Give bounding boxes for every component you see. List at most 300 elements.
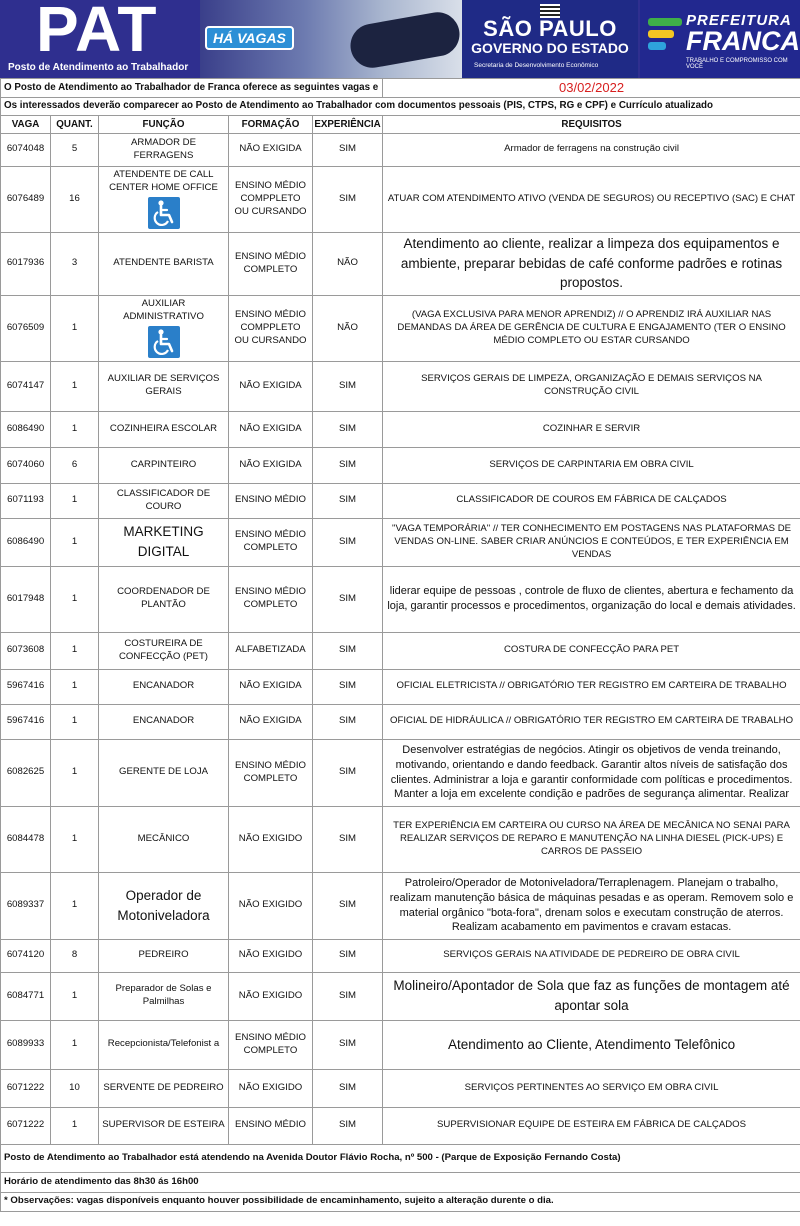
cell-formacao <box>229 806 313 872</box>
franca-slogan: TRABALHO E COMPROMISSO COM VOCÊ <box>686 58 788 70</box>
cell-experiencia <box>313 566 383 632</box>
cell-funcao <box>99 669 229 704</box>
cell-experiencia <box>313 972 383 1020</box>
formacao-text: NÃO EXIGIDA <box>239 458 302 470</box>
cell-quant <box>51 361 99 411</box>
experiencia-text: SIM <box>338 379 357 391</box>
formacao-text: NÃO EXIGIDA <box>239 143 302 155</box>
cell-vaga <box>1 872 51 939</box>
col-header-formacao: FORMAÇÃO <box>229 115 313 133</box>
funcao-text: Preparador de Solas e Palmilhas <box>115 983 212 1008</box>
table-row <box>1 483 800 518</box>
table-row <box>1 669 800 704</box>
experiencia-text: SIM <box>338 143 357 155</box>
job-rows <box>1 133 800 1144</box>
quant-text: 16 <box>69 192 80 204</box>
instructions-text: Os interessados deverão comparecer ao Posto de Atendimento ao Trabalhador com documentos pessoais (PIS, CTPS, RG e CPF) e Currículo atualizado <box>1 97 800 115</box>
quant-text: 1 <box>71 379 78 391</box>
experiencia-text: SIM <box>338 494 357 506</box>
cell-requisitos <box>383 166 800 232</box>
requisitos-text: "VAGA TEMPORÁRIA" // TER CONHECIMENTO EM POSTAGENS NAS PLATAFORMAS DE VENDAS ON-LINE. SABER CRIAR ANÚNCIOS E CONTEÚDOS, E TER EXPERIÊNCIA EM VENDAS <box>392 522 792 560</box>
table-row <box>1 1107 800 1144</box>
requisitos-text: SERVIÇOS PERTINENTES AO SERVIÇO EM OBRA CIVIL <box>464 1081 719 1093</box>
footer-hours: Horário de atendimento das 8h30 ás 16h00 <box>1 1172 800 1192</box>
cell-experiencia <box>313 872 383 939</box>
table-row <box>1 447 800 483</box>
funcao-text: CARPINTEIRO <box>130 458 197 470</box>
cell-funcao <box>99 295 229 361</box>
cell-requisitos <box>383 1020 800 1069</box>
formacao-text: NÃO EXIGIDO <box>238 949 303 961</box>
cell-quant <box>51 704 99 739</box>
footer-note: * Observações: vagas disponíveis enquanto houver possibilidade de encaminhamento, sujeito a alteração durente o dia. <box>1 1192 800 1211</box>
quant-text: 1 <box>71 535 78 547</box>
formacao-text: ALFABETIZADA <box>235 644 306 656</box>
quant-text: 1 <box>71 494 78 506</box>
cell-experiencia <box>313 447 383 483</box>
cell-formacao <box>229 939 313 972</box>
cell-formacao <box>229 447 313 483</box>
funcao-text: AUXILIAR DE SERVIÇOS GERAIS <box>107 373 220 398</box>
cell-experiencia <box>313 483 383 518</box>
cell-requisitos <box>383 1107 800 1144</box>
cell-experiencia <box>313 669 383 704</box>
experiencia-text: SIM <box>338 1081 357 1093</box>
cell-formacao <box>229 411 313 447</box>
cell-experiencia <box>313 1107 383 1144</box>
requisitos-text: SERVIÇOS GERAIS DE LIMPEZA, ORGANIZAÇÃO E DEMAIS SERVIÇOS NA CONSTRUÇÃO CIVIL <box>421 373 762 398</box>
experiencia-text: NÃO <box>337 257 358 269</box>
experiencia-text: SIM <box>338 1119 357 1131</box>
formacao-text: ENSINO MÉDIO COMPLETO <box>235 250 306 275</box>
funcao-text: GERENTE DE LOJA <box>118 766 209 778</box>
franca-logo <box>640 0 800 78</box>
cell-funcao <box>99 232 229 295</box>
formacao-text: ENSINO MÉDIO COMPLETO <box>235 1031 306 1056</box>
vaga-text: 6084478 <box>6 832 45 844</box>
vaga-text: 6017948 <box>6 592 45 604</box>
cell-vaga <box>1 295 51 361</box>
cell-experiencia <box>313 1020 383 1069</box>
quant-text: 1 <box>71 766 78 778</box>
cell-quant <box>51 739 99 806</box>
formacao-text: ENSINO MÉDIO COMPLETO <box>235 586 306 611</box>
experiencia-text: SIM <box>338 680 357 692</box>
cell-funcao <box>99 972 229 1020</box>
cell-funcao <box>99 939 229 972</box>
cell-vaga <box>1 166 51 232</box>
cell-experiencia <box>313 232 383 295</box>
funcao-text: AUXILIAR ADMINISTRATIVO <box>123 297 204 322</box>
requisitos-text: OFICIAL DE HIDRÁULICA // OBRIGATÓRIO TER REGISTRO EM CARTEIRA DE TRABALHO <box>390 715 794 727</box>
cell-funcao <box>99 1107 229 1144</box>
requisitos-text: ATUAR COM ATENDIMENTO ATIVO (VENDA DE SEGUROS) OU RECEPTIVO (SAC) E CHAT <box>387 192 796 204</box>
funcao-text: COSTUREIRA DE CONFECÇÃO (PET) <box>118 637 208 662</box>
cell-funcao <box>99 1020 229 1069</box>
cell-vaga <box>1 232 51 295</box>
cell-vaga <box>1 133 51 166</box>
cell-vaga <box>1 806 51 872</box>
cell-quant <box>51 939 99 972</box>
table-row <box>1 972 800 1020</box>
vaga-text: 6017936 <box>6 257 45 269</box>
cell-experiencia <box>313 632 383 669</box>
col-header-requisitos: REQUISITOS <box>383 115 800 133</box>
cell-requisitos <box>383 566 800 632</box>
quant-text: 1 <box>71 899 78 911</box>
col-header-quant: QUANT. <box>51 115 99 133</box>
vaga-text: 6089337 <box>6 899 45 911</box>
experiencia-text: SIM <box>338 422 357 434</box>
cell-requisitos <box>383 1069 800 1107</box>
experiencia-text: NÃO <box>337 321 358 333</box>
cell-funcao <box>99 872 229 939</box>
cell-formacao <box>229 133 313 166</box>
vaga-text: 6084771 <box>6 989 45 1001</box>
vaga-text: 5967416 <box>6 680 45 692</box>
cell-quant <box>51 632 99 669</box>
cell-requisitos <box>383 518 800 566</box>
cell-vaga <box>1 411 51 447</box>
formacao-text: NÃO EXIGIDO <box>238 989 303 1001</box>
cell-quant <box>51 566 99 632</box>
table-row <box>1 361 800 411</box>
cell-experiencia <box>313 1069 383 1107</box>
cell-funcao <box>99 632 229 669</box>
cell-vaga <box>1 566 51 632</box>
table-row <box>1 133 800 166</box>
table-row <box>1 939 800 972</box>
table-row <box>1 1069 800 1107</box>
table-row <box>1 704 800 739</box>
cell-quant <box>51 1069 99 1107</box>
table-row <box>1 518 800 566</box>
cell-quant <box>51 483 99 518</box>
franca-emblem-icon <box>646 16 684 56</box>
cell-quant <box>51 295 99 361</box>
funcao-text: MARKETING DIGITAL <box>123 524 204 560</box>
cell-experiencia <box>313 411 383 447</box>
cell-funcao <box>99 133 229 166</box>
cell-vaga <box>1 1069 51 1107</box>
vaga-text: 6074048 <box>6 143 45 155</box>
cell-formacao <box>229 166 313 232</box>
cell-requisitos <box>383 972 800 1020</box>
cell-funcao <box>99 566 229 632</box>
cell-formacao <box>229 232 313 295</box>
funcao-text: CLASSIFICADOR DE COURO <box>116 487 211 512</box>
cell-requisitos <box>383 704 800 739</box>
col-header-experiencia: EXPERIÊNCIA <box>313 115 383 133</box>
formacao-text: ENSINO MÉDIO COMPLETO <box>235 529 306 554</box>
quant-text: 1 <box>71 1119 78 1131</box>
formacao-text: NÃO EXIGIDA <box>239 422 302 434</box>
requisitos-text: SUPERVISIONAR EQUIPE DE ESTEIRA EM FÁBRICA DE CALÇADOS <box>437 1119 747 1131</box>
experiencia-text: SIM <box>338 715 357 727</box>
experiencia-text: SIM <box>338 192 357 204</box>
cell-experiencia <box>313 518 383 566</box>
requisitos-text: Atendimento ao Cliente, Atendimento Telefônico <box>447 1036 736 1052</box>
formacao-text: ENSINO MÉDIO COMPPLETO OU CURSANDO <box>234 308 307 346</box>
vaga-text: 5967416 <box>6 715 45 727</box>
cell-experiencia <box>313 704 383 739</box>
cell-funcao <box>99 1069 229 1107</box>
quant-text: 5 <box>71 143 78 155</box>
cell-funcao <box>99 739 229 806</box>
pat-subtitle: Posto de Atendimento ao Trabalhador <box>8 62 189 73</box>
cell-experiencia <box>313 295 383 361</box>
cell-experiencia <box>313 739 383 806</box>
vaga-text: 6086490 <box>6 422 45 434</box>
funcao-text: MECÂNICO <box>137 832 190 844</box>
cell-requisitos <box>383 361 800 411</box>
cell-vaga <box>1 739 51 806</box>
experiencia-text: SIM <box>338 832 357 844</box>
quant-text: 1 <box>71 321 78 333</box>
date-label: 03/02/2022 <box>383 79 800 98</box>
cell-vaga <box>1 939 51 972</box>
formacao-text: NÃO EXIGIDA <box>239 379 302 391</box>
formacao-text: ENSINO MÉDIO COMPLETO <box>235 759 306 784</box>
col-header-vaga: VAGA <box>1 115 51 133</box>
table-header-row <box>1 115 800 133</box>
cell-requisitos <box>383 739 800 806</box>
vaga-text: 6086490 <box>6 535 45 547</box>
cell-experiencia <box>313 939 383 972</box>
funcao-text: ATENDENTE BARISTA <box>113 257 214 269</box>
cell-vaga <box>1 1107 51 1144</box>
cell-requisitos <box>383 669 800 704</box>
requisitos-text: (VAGA EXCLUSIVA PARA MENOR APRENDIZ) // O APRENDIZ IRÁ AUXILIAR NAS DEMANDAS DA ÁREA DE GERÊNCIA DE CULTURA E ENGAJAMENTO (TER O ENSINO MÉDIO COMPLETO OU ESTAR CURSANDO <box>397 308 786 346</box>
cell-formacao <box>229 739 313 806</box>
sp-subtitle: GOVERNO DO ESTADO <box>471 40 629 56</box>
cell-funcao <box>99 361 229 411</box>
wheelchair-accessibility-icon <box>148 197 180 229</box>
experiencia-text: SIM <box>338 644 357 656</box>
cell-requisitos <box>383 483 800 518</box>
formacao-text: NÃO EXIGIDA <box>239 715 302 727</box>
cell-funcao <box>99 166 229 232</box>
cell-experiencia <box>313 166 383 232</box>
cell-requisitos <box>383 133 800 166</box>
formacao-text: ENSINO MÉDIO <box>235 494 306 506</box>
cell-formacao <box>229 972 313 1020</box>
cell-funcao <box>99 704 229 739</box>
cell-formacao <box>229 483 313 518</box>
requisitos-text: OFICIAL ELETRICISTA // OBRIGATÓRIO TER REGISTRO EM CARTEIRA DE TRABALHO <box>396 680 787 692</box>
experiencia-text: SIM <box>338 535 357 547</box>
cell-formacao <box>229 632 313 669</box>
formacao-text: NÃO EXIGIDA <box>239 680 302 692</box>
cell-vaga <box>1 972 51 1020</box>
vaga-text: 6074147 <box>6 379 45 391</box>
funcao-text: COZINHEIRA ESCOLAR <box>109 422 218 434</box>
cell-formacao <box>229 1020 313 1069</box>
cell-vaga <box>1 669 51 704</box>
quant-text: 3 <box>71 257 78 269</box>
cell-formacao <box>229 566 313 632</box>
table-row <box>1 806 800 872</box>
cell-formacao <box>229 361 313 411</box>
vaga-text: 6073608 <box>6 644 45 656</box>
footer-note-row <box>1 1192 800 1211</box>
wheelchair-accessibility-icon <box>148 326 180 358</box>
franca-name: FRANCA <box>686 26 800 56</box>
vaga-text: 6074120 <box>6 949 45 961</box>
funcao-text: Operador de Motoniveladora <box>117 887 210 923</box>
quant-text: 1 <box>71 422 78 434</box>
requisitos-text: Desenvolver estratégias de negócios. Atingir os objetivos de venda treinando, motivando, orientando e dando feedback. Garantir altos níveis de satisfação dos clientes. Administrar a loja e garantir conformidade com políticas e procedimentos. Manter a loja em excelente condição e padrões de segurança alimentar. Realizar <box>390 743 793 801</box>
cell-funcao <box>99 411 229 447</box>
table-row <box>1 872 800 939</box>
cell-formacao <box>229 1107 313 1144</box>
requisitos-text: SERVIÇOS GERAIS NA ATIVIDADE DE PEDREIRO DE OBRA CIVIL <box>443 949 740 961</box>
funcao-text: PEDREIRO <box>138 949 189 961</box>
table-row <box>1 632 800 669</box>
funcao-text: ARMADOR DE FERRAGENS <box>130 136 197 161</box>
cell-funcao <box>99 806 229 872</box>
cell-vaga <box>1 447 51 483</box>
instructions-row <box>1 97 800 115</box>
vaga-text: 6071222 <box>6 1119 45 1131</box>
table-row <box>1 232 800 295</box>
cell-formacao <box>229 872 313 939</box>
cell-requisitos <box>383 447 800 483</box>
sp-title: SÃO PAULO <box>483 16 617 41</box>
experiencia-text: SIM <box>338 949 357 961</box>
table-row <box>1 1020 800 1069</box>
franca-prefeitura: PREFEITURA <box>686 12 792 29</box>
cell-requisitos <box>383 411 800 447</box>
requisitos-text: Patroleiro/Operador de Motoniveladora/Terraplenagem. Planejam o trabalho, realizam manutenção básica de máquinas pesadas e as operam. Removem solo e material orgânico "bota-fora", drenam solos e executam construção de aterros. Realizam acabamento em pavimentos e cravam estacas. <box>389 876 794 934</box>
funcao-text: ENCANADOR <box>132 680 195 692</box>
experiencia-text: SIM <box>338 1038 357 1050</box>
experiencia-text: SIM <box>338 592 357 604</box>
jobs-table <box>0 78 800 1212</box>
requisitos-text: SERVIÇOS DE CARPINTARIA EM OBRA CIVIL <box>489 458 694 470</box>
quant-text: 1 <box>71 1038 78 1050</box>
cell-requisitos <box>383 939 800 972</box>
requisitos-text: liderar equipe de pessoas , controle de fluxo de clientes, abertura e fechamento da loja, garantir processos e procedimentos, organização do local e demais atividades. <box>387 585 796 613</box>
quant-text: 1 <box>71 592 78 604</box>
cell-formacao <box>229 1069 313 1107</box>
cell-quant <box>51 1020 99 1069</box>
cell-funcao <box>99 447 229 483</box>
cell-quant <box>51 518 99 566</box>
requisitos-text: COZINHAR E SERVIR <box>542 422 641 434</box>
cell-quant <box>51 166 99 232</box>
cell-experiencia <box>313 133 383 166</box>
quant-text: 1 <box>71 989 78 1001</box>
formacao-text: ENSINO MÉDIO <box>235 1119 306 1131</box>
cell-quant <box>51 806 99 872</box>
funcao-text: SUPERVISOR DE ESTEIRA <box>102 1119 225 1131</box>
table-row <box>1 566 800 632</box>
formacao-text: ENSINO MÉDIO COMPPLETO OU CURSANDO <box>234 179 307 217</box>
pat-logo: PAT <box>36 0 158 65</box>
formacao-text: NÃO EXIGIDO <box>238 832 303 844</box>
cell-requisitos <box>383 872 800 939</box>
cell-quant <box>51 1107 99 1144</box>
ha-vagas-badge: HÁ VAGAS <box>205 26 294 50</box>
sao-paulo-logo <box>462 0 638 78</box>
cell-vaga <box>1 1020 51 1069</box>
requisitos-text: TER EXPERIÊNCIA EM CARTEIRA OU CURSO NA ÁREA DE MECÂNICA NO SENAI PARA REALIZAR SERVIÇOS DE REPARO E MANUTENÇÃO NA LINHA DIESEL (PICK-UPS) E CARROS DE PASSEIO <box>393 819 790 857</box>
requisitos-text: Molineiro/Apontador de Sola que faz as funções de montagem até apontar sola <box>393 978 790 1014</box>
quant-text: 1 <box>71 644 78 656</box>
cell-experiencia <box>313 806 383 872</box>
cell-experiencia <box>313 361 383 411</box>
quant-text: 10 <box>69 1081 80 1093</box>
requisitos-text: Atendimento ao cliente, realizar a limpeza dos equipamentos e ambiente, preparar bebidas de café conforme padrões e rotinas propostos. <box>400 236 783 291</box>
intro-row <box>1 79 800 98</box>
cell-requisitos <box>383 232 800 295</box>
handshake-shape <box>347 9 463 71</box>
requisitos-text: COSTURA DE CONFECÇÃO PARA PET <box>503 644 680 656</box>
table-row <box>1 166 800 232</box>
vaga-text: 6089933 <box>6 1038 45 1050</box>
vaga-text: 6082625 <box>6 766 45 778</box>
experiencia-text: SIM <box>338 458 357 470</box>
requisitos-text: Armador de ferragens na construção civil <box>504 143 679 155</box>
cell-quant <box>51 232 99 295</box>
cell-vaga <box>1 518 51 566</box>
cell-vaga <box>1 361 51 411</box>
header-banner <box>0 0 800 78</box>
quant-text: 6 <box>71 458 78 470</box>
vaga-text: 6071193 <box>7 494 44 506</box>
cell-formacao <box>229 704 313 739</box>
cell-quant <box>51 447 99 483</box>
cell-quant <box>51 872 99 939</box>
cell-funcao <box>99 518 229 566</box>
cell-requisitos <box>383 806 800 872</box>
quant-text: 1 <box>71 715 78 727</box>
sp-secretaria: Secretaria de Desenvolvimento Econômico <box>474 62 599 69</box>
footer-address-row <box>1 1144 800 1172</box>
vaga-text: 6071222 <box>6 1081 45 1093</box>
cell-quant <box>51 133 99 166</box>
experiencia-text: SIM <box>338 989 357 1001</box>
cell-vaga <box>1 704 51 739</box>
vaga-text: 6076489 <box>6 192 45 204</box>
vaga-text: 6074060 <box>6 458 45 470</box>
cell-formacao <box>229 295 313 361</box>
cell-requisitos <box>383 632 800 669</box>
funcao-text: SERVENTE DE PEDREIRO <box>103 1081 224 1093</box>
table-row <box>1 739 800 806</box>
cell-formacao <box>229 518 313 566</box>
footer-address: Posto de Atendimento ao Trabalhador está atendendo na Avenida Doutor Flávio Rocha, nº 500 - (Parque de Exposição Fernando Costa) <box>1 1144 800 1172</box>
funcao-text: Recepcionista/Telefonist a <box>107 1038 220 1050</box>
cell-quant <box>51 411 99 447</box>
formacao-text: NÃO EXIGIDO <box>238 1081 303 1093</box>
quant-text: 8 <box>71 949 78 961</box>
intro-text: O Posto de Atendimento ao Trabalhador de Franca oferece as seguintes vagas e <box>1 79 383 98</box>
quant-text: 1 <box>71 832 78 844</box>
vaga-text: 6076509 <box>6 321 45 333</box>
requisitos-text: CLASSIFICADOR DE COUROS EM FÁBRICA DE CALÇADOS <box>456 494 727 506</box>
experiencia-text: SIM <box>338 766 357 778</box>
funcao-text: COORDENADOR DE PLANTÃO <box>117 586 210 611</box>
funcao-text: ENCANADOR <box>132 715 195 727</box>
experiencia-text: SIM <box>338 899 357 911</box>
formacao-text: NÃO EXIGIDO <box>238 899 303 911</box>
funcao-text: ATENDENTE DE CALL CENTER HOME OFFICE <box>109 168 218 193</box>
cell-quant <box>51 669 99 704</box>
table-row <box>1 295 800 361</box>
cell-quant <box>51 972 99 1020</box>
